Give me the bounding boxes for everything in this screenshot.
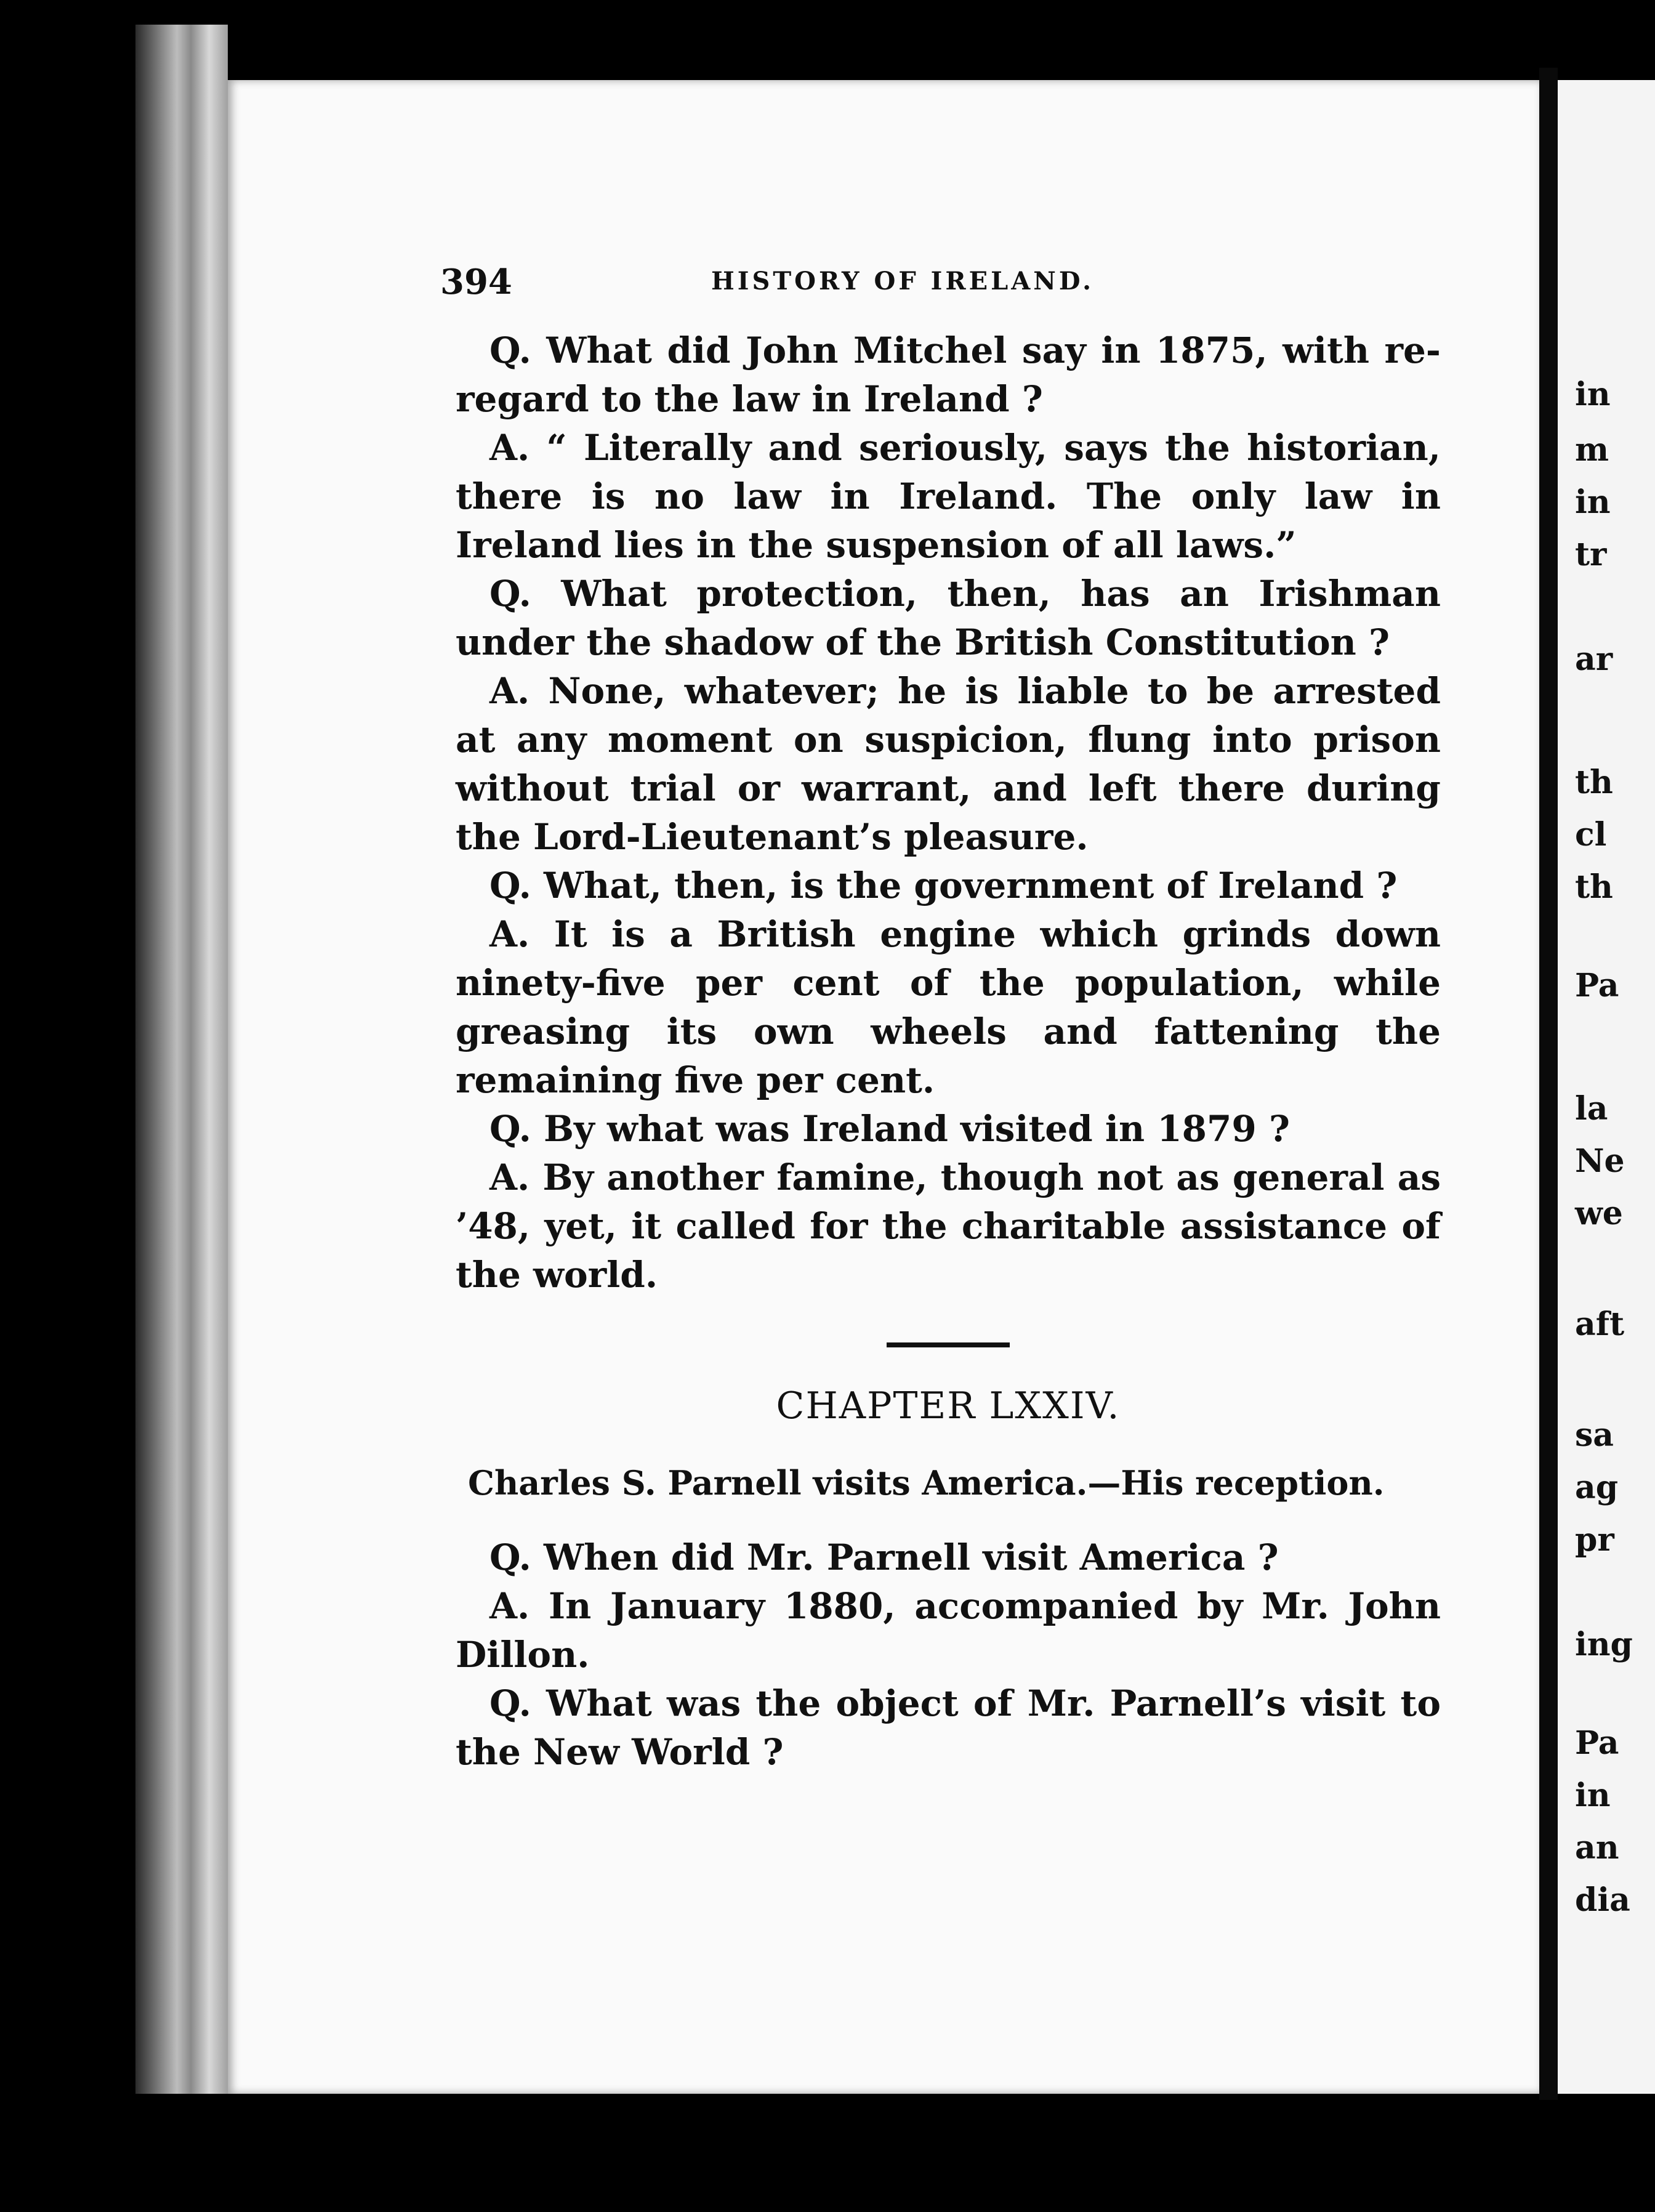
question-paragraph: Q. What, then, is the government of Ireland ?	[489, 865, 1398, 906]
answer-paragraph: A. It is a British engine which grinds down ninety-five per cent of the population, while greasing its own wheels and fattening the remaining five per cent.	[456, 913, 1441, 1101]
body-text	[456, 326, 1441, 1777]
facing-fragment: sa	[1575, 1416, 1614, 1454]
facing-fragment: ag	[1575, 1469, 1619, 1506]
page-edges	[135, 25, 228, 2094]
facing-fragment: m	[1575, 431, 1609, 469]
facing-fragment: pr	[1575, 1521, 1614, 1559]
answer-paragraph: A. None, whatever; he is liable to be arrested at any moment on suspicion, flung into prison without trial or warrant, and left there during the Lord-Lieutenant’s pleasure.	[456, 670, 1441, 858]
question-paragraph: Q. What protection, then, has an Irishman under the shadow of the British Constitution ?	[456, 573, 1441, 663]
question-paragraph: Q. What was the object of Mr. Parnell’s visit to the New World ?	[456, 1682, 1441, 1773]
facing-fragment: in	[1575, 1777, 1611, 1814]
page-number: 394	[440, 262, 512, 302]
facing-fragment: dia	[1575, 1881, 1630, 1919]
facing-fragment: aft	[1575, 1306, 1625, 1343]
chapter-divider	[887, 1342, 1010, 1347]
question-paragraph: Q. What did John Mitchel say in 1875, with re-regard to the law in Ireland ?	[456, 329, 1441, 420]
facing-fragment: we	[1575, 1195, 1623, 1232]
facing-fragment: th	[1575, 868, 1613, 906]
chapter-summary: Charles S. Parnell visits America.—His reception.	[468, 1463, 1385, 1503]
facing-fragment: Pa	[1575, 967, 1619, 1004]
facing-fragment: in	[1575, 376, 1611, 413]
running-head: HISTORY OF IRELAND.	[711, 267, 1095, 296]
facing-fragment: Ne	[1575, 1142, 1625, 1180]
answer-paragraph: A. “ Literally and seriously, says the historian, there is no law in Ireland. The only law in Ireland lies in the suspension of all laws.”	[456, 427, 1441, 566]
facing-fragment: an	[1575, 1829, 1619, 1867]
question-paragraph: Q. By what was Ireland visited in 1879 ?	[489, 1108, 1290, 1150]
facing-fragment: th	[1575, 764, 1613, 801]
answer-paragraph: A. By another famine, though not as general as ’48, yet, it called for the charitable assistance of the world.	[456, 1156, 1441, 1296]
facing-fragment: tr	[1575, 536, 1607, 573]
facing-fragment: in	[1575, 483, 1611, 521]
page-header	[440, 262, 1278, 305]
book-gutter	[1539, 68, 1558, 2100]
facing-fragment: Pa	[1575, 1724, 1619, 1762]
facing-fragment: cl	[1575, 816, 1607, 854]
question-paragraph: Q. When did Mr. Parnell visit America ?	[489, 1536, 1279, 1578]
facing-fragment: ar	[1575, 640, 1613, 678]
facing-fragment: ing	[1575, 1626, 1633, 1663]
facing-page	[1558, 80, 1655, 2094]
answer-paragraph: A. In January 1880, accompanied by Mr. John Dillon.	[456, 1585, 1441, 1676]
chapter-title: CHAPTER LXXIV.	[776, 1384, 1121, 1427]
facing-fragment: la	[1575, 1090, 1608, 1128]
